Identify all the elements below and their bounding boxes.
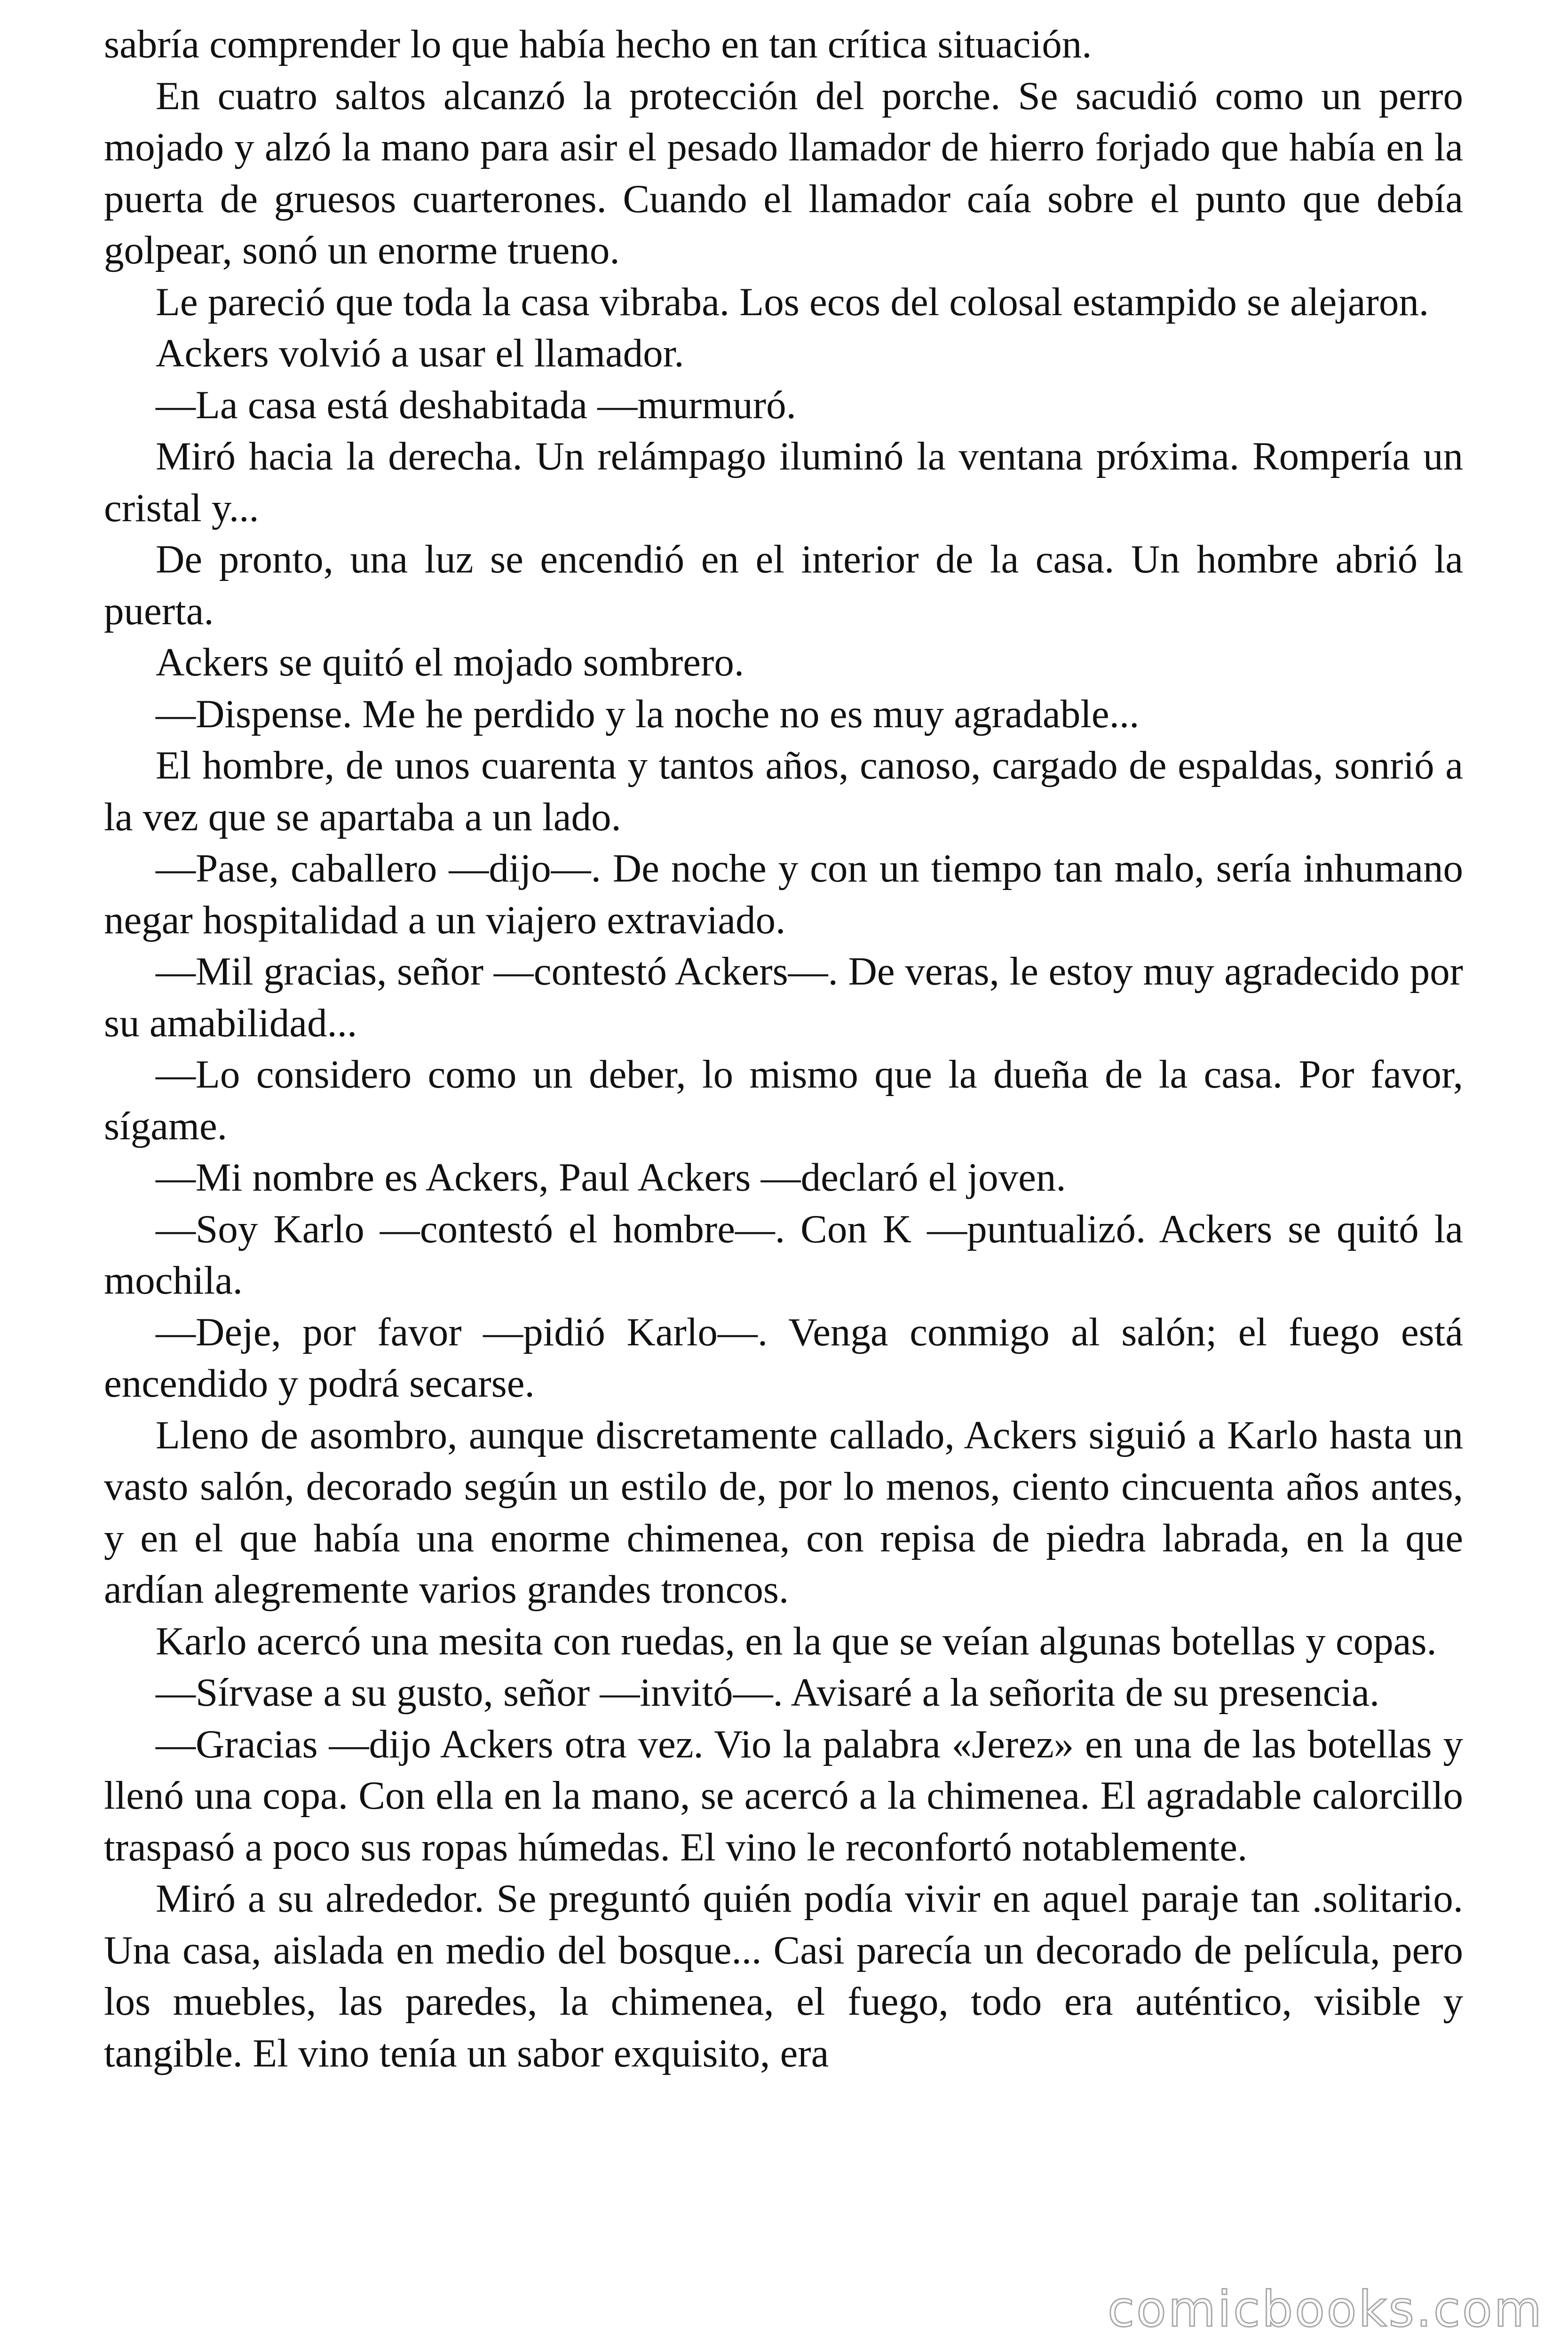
paragraph-16: —Deje, por favor —pidió Karlo—. Venga conmigo al salón; el fuego está encendido y podrá secarse. [104, 1310, 1463, 1406]
paragraph-7: De pronto, una luz se encendió en el interior de la casa. Un hombre abrió la puerta. [104, 537, 1463, 633]
paragraph-3: Le pareció que toda la casa vibraba. Los ecos del colosal estampido se alejaron. [156, 279, 1429, 324]
paragraph-12: —Mil gracias, señor —contestó Ackers—. De veras, le estoy muy agradecido por su amabilidad... [104, 949, 1463, 1045]
paragraph-13: —Lo considero como un deber, lo mismo que la dueña de la casa. Por favor, sígame. [104, 1052, 1463, 1148]
paragraph-1: sabría comprender lo que había hecho en tan crítica situación. [104, 22, 1092, 66]
paragraph-8: Ackers se quitó el mojado sombrero. [156, 640, 744, 684]
paragraph-5: —La casa está deshabitada —murmuró. [156, 382, 796, 427]
paragraph-15: —Soy Karlo —contestó el hombre—. Con K —puntualizó. Ackers se quitó la mochila. [104, 1207, 1463, 1303]
paragraph-9: —Dispense. Me he perdido y la noche no es muy agradable... [156, 691, 1140, 736]
paragraph-14: —Mi nombre es Ackers, Paul Ackers —declaró el joven. [156, 1155, 1066, 1200]
paragraph-19: —Sírvase a su gusto, señor —invitó—. Avisaré a la señorita de su presencia. [156, 1670, 1380, 1715]
paragraph-17: Lleno de asombro, aunque discretamente callado, Ackers siguió a Karlo hasta un vasto salón, decorado según un estilo de, por lo menos, ciento cincuenta años antes, y en el que había una enorme chimenea, con repisa de piedra labrada, en la que ardían alegremente varios grandes troncos. [104, 1413, 1463, 1612]
paragraph-6: Miró hacia la derecha. Un relámpago iluminó la ventana próxima. Rompería un cristal y... [104, 434, 1463, 530]
paragraph-10: El hombre, de unos cuarenta y tantos años, canoso, cargado de espaldas, sonrió a la vez que se apartaba a un lado. [104, 743, 1463, 839]
paragraph-11: —Pase, caballero —dijo—. De noche y con un tiempo tan malo, sería inhumano negar hospitalidad a un viajero extraviado. [104, 846, 1463, 942]
book-page [104, 19, 1463, 2324]
paragraph-2: En cuatro saltos alcanzó la protección del porche. Se sacudió como un perro mojado y alzó la mano para asir el pesado llamador de hierro forjado que había en la puerta de gruesos cuarterones. Cuando el llamador caía sobre el punto que debía golpear, sonó un enorme trueno. [104, 73, 1463, 272]
paragraph-18: Karlo acercó una mesita con ruedas, en la que se veían algunas botellas y copas. [156, 1619, 1437, 1663]
paragraph-4: Ackers volvió a usar el llamador. [156, 331, 684, 375]
watermark-text: comicbooks.com [1107, 2280, 1544, 2338]
paragraph-21: Miró a su alrededor. Se preguntó quién podía vivir en aquel paraje tan .solitario. Una casa, aislada en medio del bosque... Casi parecía un decorado de película, pero los muebles, las paredes, la chimenea, el fuego, todo era auténtico, visible y tangible. El vino tenía un sabor exquisito, era [104, 1876, 1463, 2075]
paragraph-20: —Gracias —dijo Ackers otra vez. Vio la palabra «Jerez» en una de las botellas y llenó una copa. Con ella en la mano, se acercó a la chimenea. El agradable calorcillo traspasó a poco sus ropas húmedas. El vino le reconfortó notablemente. [104, 1722, 1463, 1869]
